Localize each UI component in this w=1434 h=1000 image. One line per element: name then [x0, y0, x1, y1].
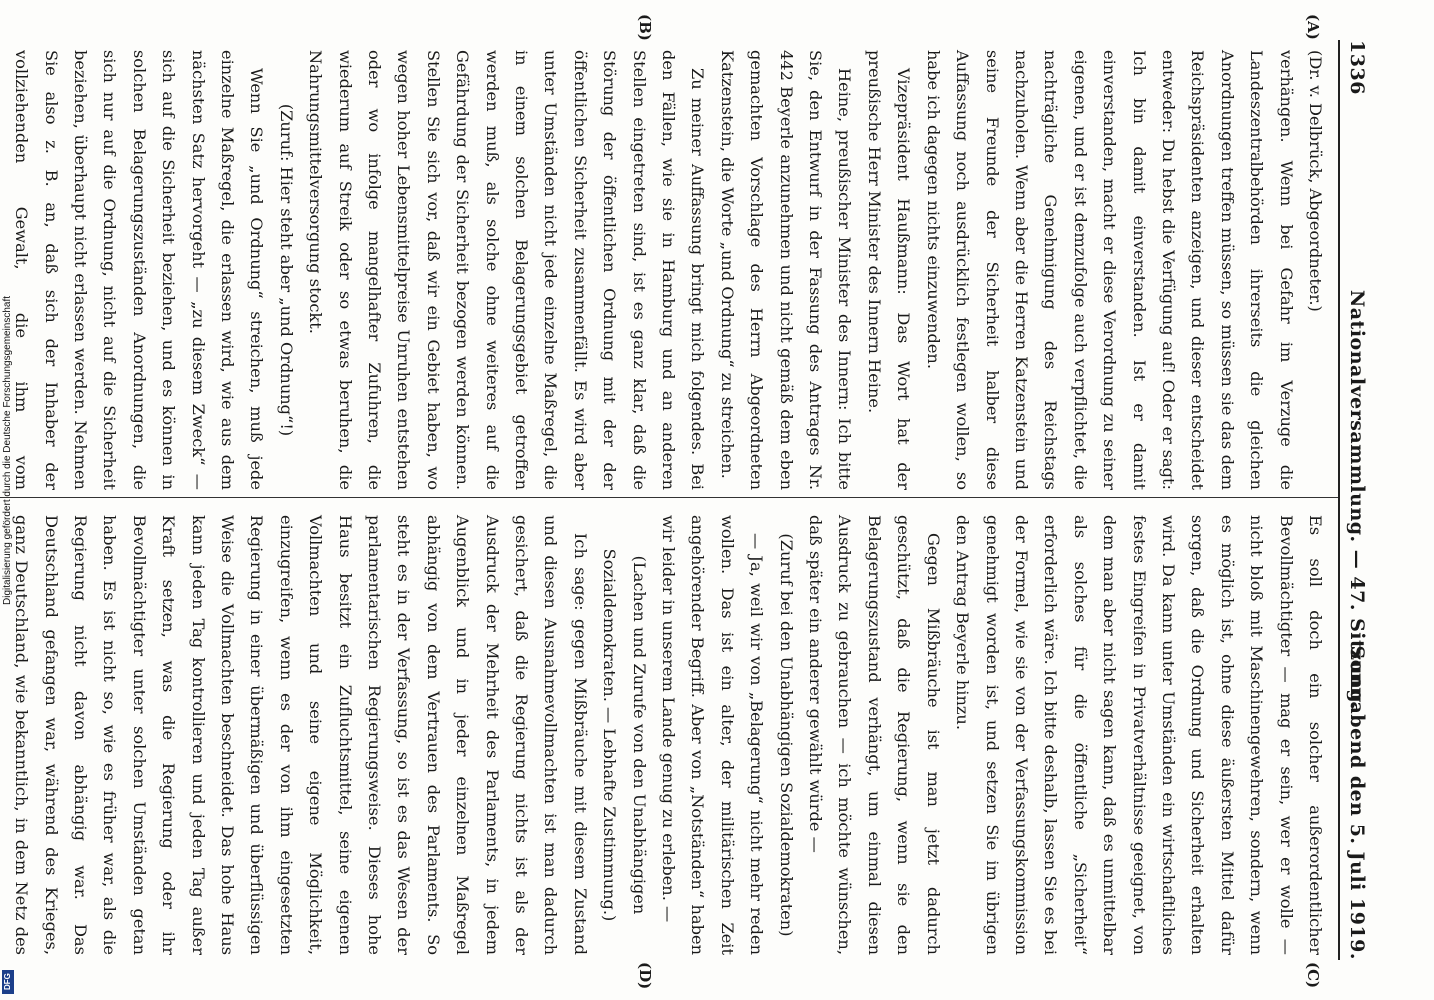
funding-note: Digitalisierung gefördert durch die Deutsche Forschungsgemeinschaft: [2, 295, 13, 605]
right-column-paragraph: (Zuruf bei den Unabhängigen Sozialdemokraten): [776, 533, 796, 937]
right-column-paragraph: — Ja, weil wir von „Belagerung“ nicht mehr reden wollen. Das ist ein alter, der militärischen Zeit angehörender Begriff. Aber von „Notständen“ haben wir leider in unserem Lande genug zu erleben. —: [659, 515, 767, 955]
header-rule: [1338, 40, 1340, 960]
left-column-paragraph: Vizepräsident Haußmann: Das Wort hat der preußische Herr Minister des Innern Heine.: [864, 50, 914, 490]
margin-marker-a: (A): [1304, 14, 1322, 40]
right-column: [10, 515, 1330, 955]
margin-marker-d: (D): [636, 962, 654, 990]
left-column-paragraph: verhängen. Wenn bei Gefahr im Verzuge die Landeszentralbehörden ihrerseits die gleichen Anordnungen treffen müssen, so müssen sie das dem Reichspräsidenten anzeigen, und dieser entscheidet entweder: Du hebst die Verfügung auf! Oder er sagt: Ich bin damit einverstanden. Ist er damit einverstanden, macht er diese Verordnung zu seiner eigenen, und er ist demzufolge auch verpflichtet, die nachträgliche Genehmigung des Reichstags nachzuholen. Wenn aber die Herren Katzenstein und seine Freunde der Sicherheit halber diese Auffassung noch ausdrücklich festlegen wollen, so habe ich dagegen nichts einzuwenden.: [923, 50, 1296, 490]
right-column-paragraph: Gegen Mißbräuche ist man jetzt dadurch geschützt, daß die Regierung, wenn sie den Belagerungszustand verhängt, um einmal diesen Ausdruck zu gebrauchen — ich möchte wünschen, daß später ein anderer gewählt würde —: [806, 515, 943, 955]
right-column-paragraph: Es soll doch ein solcher außerordentlicher Bevollmächtigter — mag er sein, wer er wolle — nicht bloß mit Maschinengewehren, sondern, wenn es möglich ist, ohne diese äußersten Mittel dafür sorgen, daß die Ordnung und Sicherheit erhalten wird. Da kann unter Umständen ein wirtschaftliches festes Eingreifen in Privatverhältnisse geeignet, von dem man aber nicht sagen kann, daß es unmittelbar als solches für die öffentliche „Sicherheit“ erforderlich wäre. Ich bitte deshalb, lassen Sie es bei der Formel, wie sie von der Verfassungskommission genehmigt worden ist, und setzen Sie im übrigen den Antrag Beyerle hinzu.: [953, 515, 1325, 955]
left-column-paragraph: Heine, preußischer Minister des Innern: Ich bitte Sie, den Entwurf in der Fassung des Antrages Nr. 442 Beyerle anzunehmen und nicht gemäß dem eben gemachten Vorschlage des Herrn Abgeordneten Katzenstein, die Worte „und Ordnung“ zu streichen.: [717, 50, 855, 490]
margin-marker-c: (C): [1304, 962, 1322, 989]
page-header: [1342, 40, 1372, 960]
dfg-logo: DFG: [2, 970, 14, 994]
left-column-paragraph: Zu meiner Auffassung bringt mich folgendes. Bei den Fällen, wie sie in Hamburg und an anderen Stellen eingetreten sind, ist es ganz klar, daß die Störung der öffentlichen Ordnung mit der der öffentlichen Sicherheit zusammenfällt. Es wird aber unter Umständen nicht jede einzelne Maßregel, die in einem solchen Belagerungsgebiet getroffen werden muß, als solche ohne weiteres auf die Gefährdung der Sicherheit bezogen werden können. Stellen Sie sich vor, daß wir ein Gebiet haben, wo wegen hoher Lebensmittelpreise Unruhen entstehen oder wo infolge mangelhafter Zufuhren, die wiederum auf Streik oder so etwas beruhen, die Nahrungsmittelversorgung stockt.: [306, 50, 708, 490]
left-column-paragraph: Wenn Sie „und Ordnung“ streichen, muß jede einzelne Maßregel, die erlassen wird, wie aus dem nächsten Satz hervorgeht — „zu diesem Zweck“ — sich auf die Sicherheit beziehen, und es können in solchen Belagerungszuständen Anordnungen, die sich nur auf die Ordnung, nicht auf die Sicherheit beziehen, überhaupt nicht erlassen werden. Nehmen Sie also z. B. an, daß sich der Inhaber der vollziehenden Gewalt, die ihm vom: [12, 50, 267, 490]
left-column-paragraph: (Zuruf: Hier steht aber „und Ordnung“!): [276, 103, 296, 437]
session-date: Sonnabend den 5. Juli 1919.: [1346, 645, 1368, 960]
margin-marker-b: (B): [636, 14, 654, 41]
left-column-paragraph: (Dr. v. Delbrück, Abgeordneter.): [1306, 50, 1325, 312]
right-column-paragraph: Ich sage: gegen Mißbräuche mit diesem Zustand und diesen Ausnahmevollmachten ist man dadurch gesichert, daß die Regierung nichts ist als der Ausdruck der Mehrheit des Parlaments, in jedem Augenblick und in jeder einzelnen Maßregel abhängig von dem Vertrauen des Parlaments. So steht es in der Verfassung, so ist es das Wesen der parlamentarischen Regierungsweise. Dieses hohe Haus besitzt ein Zufluchtsmittel, seine eigenen Vollmachten und seine eigene Möglichkeit, einzugreifen, wenn es der von ihm eingesetzten Regierung in einer übermäßigen und überflüssigen Weise die Vollmachten beschneidet. Das hohe Haus kann jeden Tag kontrollieren und jeden Tag außer Kraft setzen, was die Regierung oder ihr Bevollmächtigter unter solchen Umständen getan haben. Es ist nicht so, wie es früher war, als die Regierung nicht davon abhängig war. Das Deutschland gefangen war, während des Krieges, ganz Deutschland, wie bekanntlich, in dem Netz des: [12, 515, 590, 955]
column-divider: [0, 497, 1338, 498]
page-number: 1336: [1346, 40, 1368, 95]
right-column-paragraph: (Lachen und Zurufe von den Unabhängigen Sozialdemokraten. — Lebhafte Zustimmung.): [600, 548, 649, 922]
left-column: [10, 50, 1330, 490]
session-title: Nationalversammlung. — 47. Sitzung.: [1346, 289, 1368, 711]
